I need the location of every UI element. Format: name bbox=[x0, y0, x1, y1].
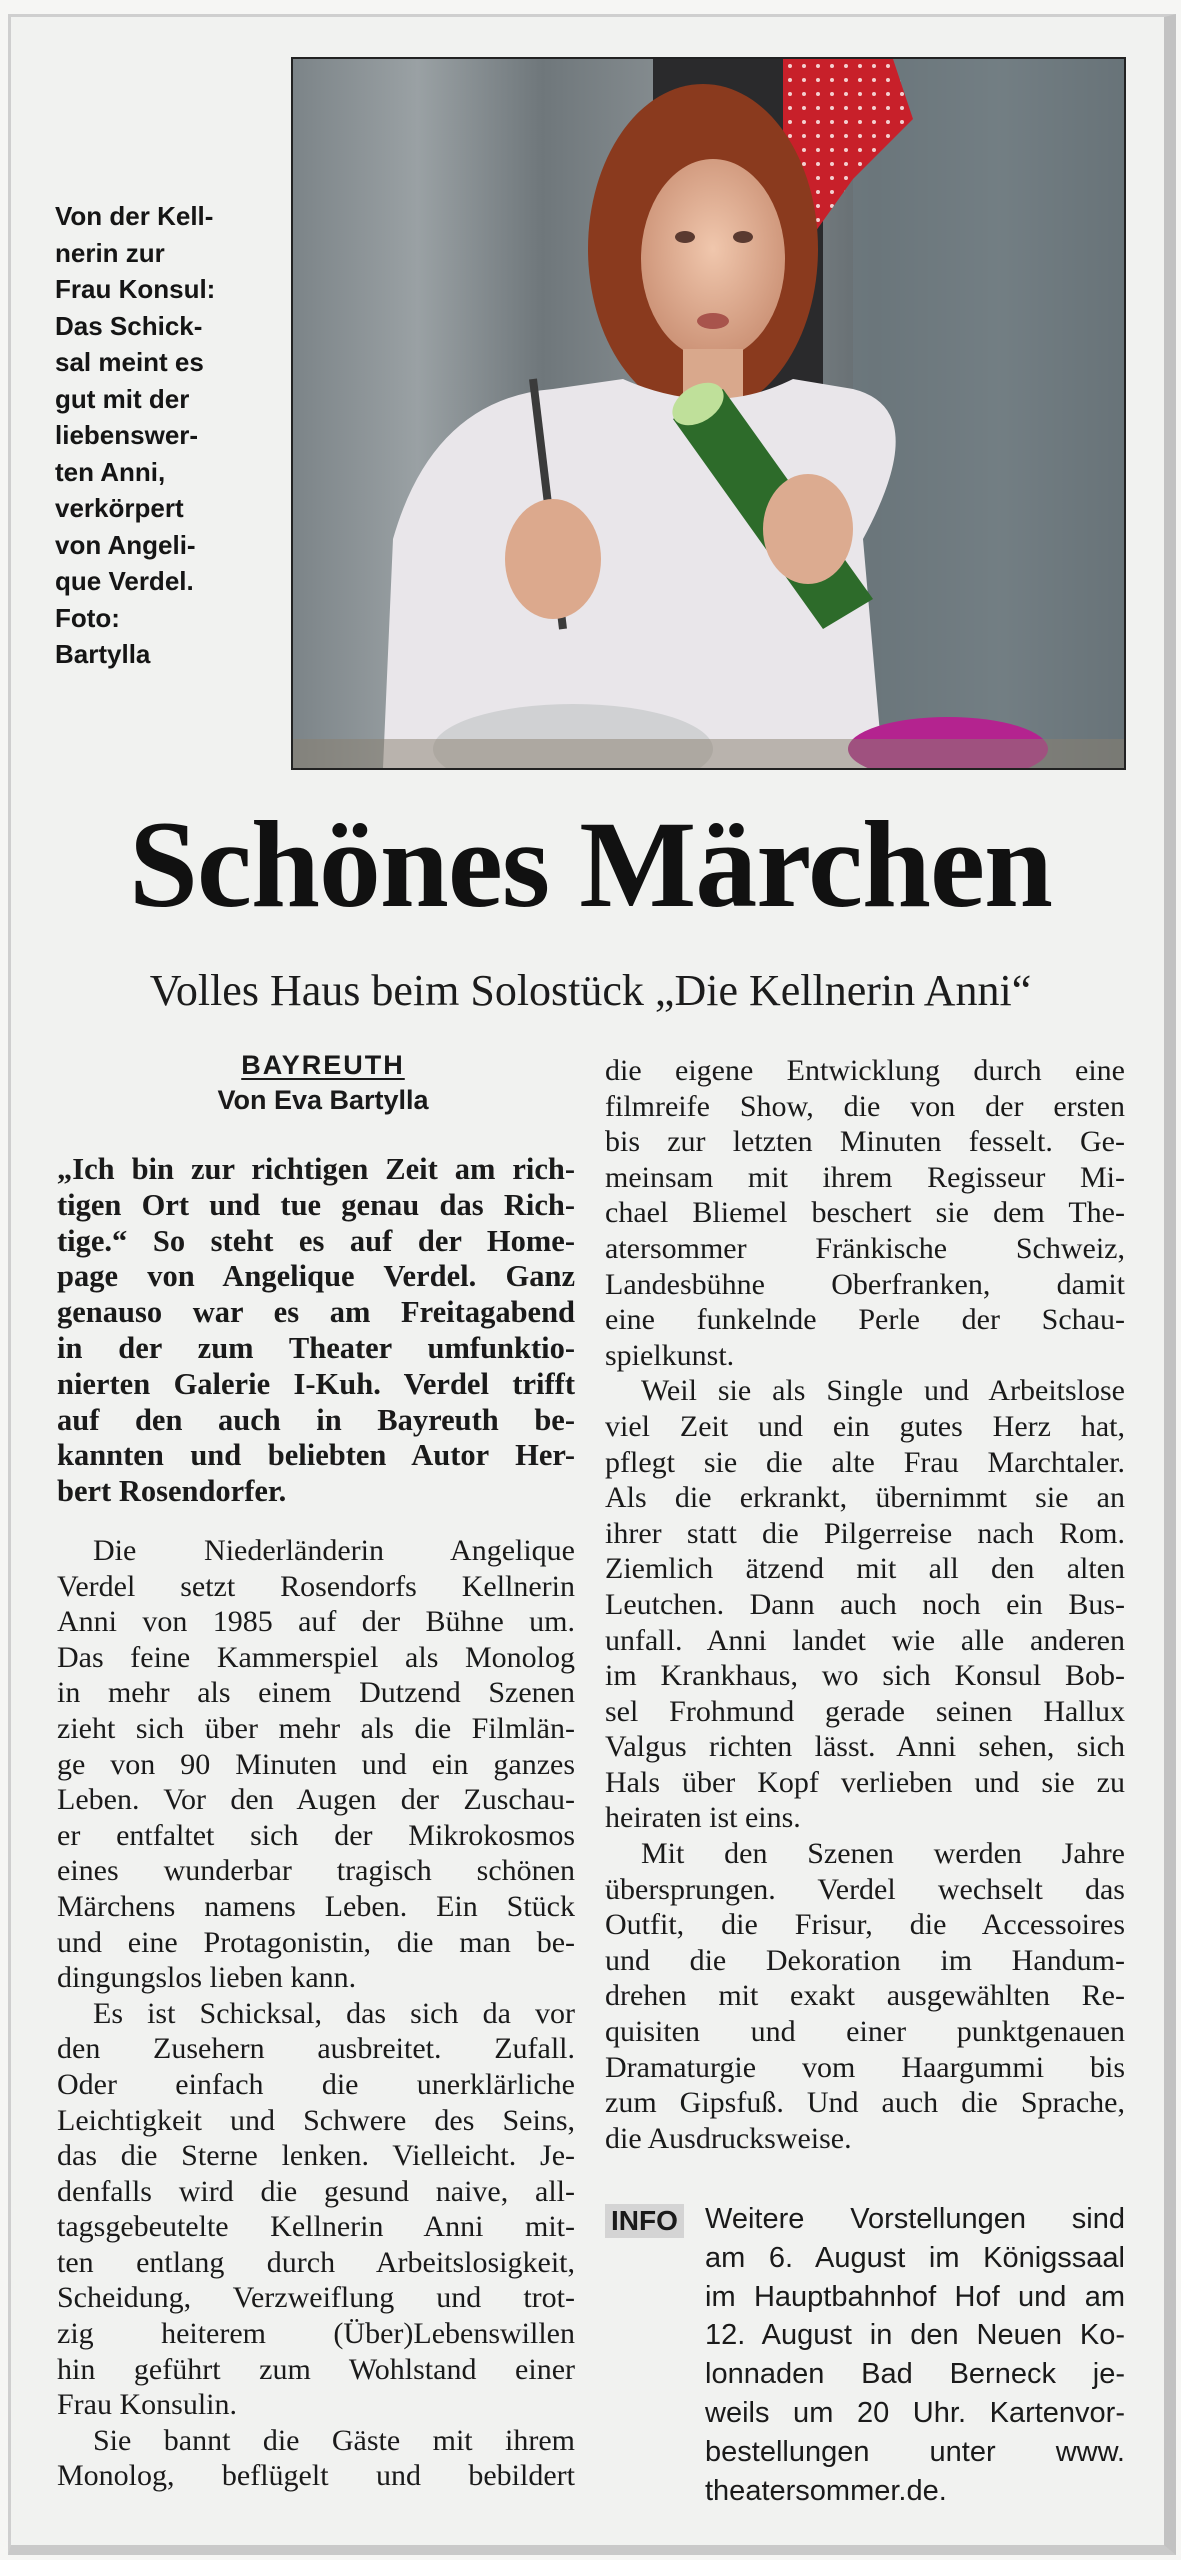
info-box bbox=[605, 2200, 1125, 2510]
text-line: weils um 20 Uhr. Kartenvor- bbox=[705, 2396, 1125, 2429]
text-line: „Ich bin zur richtigen Zeit am rich- bbox=[57, 1152, 575, 1186]
text-line: im Hauptbahnhof Hof und am bbox=[705, 2280, 1125, 2313]
paragraph bbox=[605, 1053, 1125, 1373]
text-line: im Krankhaus, wo sich Konsul Bob- bbox=[605, 1659, 1125, 1693]
text-line: Es ist Schicksal, das sich da vor bbox=[93, 1996, 575, 2030]
caption-line: nerin zur bbox=[55, 237, 165, 268]
text-line: ten entlang durch Arbeitslosigkeit, bbox=[57, 2245, 575, 2279]
text-line: filmreife Show, die von der ersten bbox=[605, 1089, 1125, 1123]
text-line: Hals über Kopf verlieben und sie zu bbox=[605, 1765, 1125, 1799]
text-line: lonnaden Bad Berneck je- bbox=[705, 2358, 1125, 2391]
caption-line: Das Schick- bbox=[55, 310, 203, 341]
text-line: Anni von 1985 auf der Bühne um. bbox=[57, 1605, 575, 1639]
text-line: Märchens namens Leben. Ein Stück bbox=[57, 1889, 575, 1923]
text-line: page von Angelique Verdel. Ganz bbox=[57, 1259, 575, 1294]
text-line: bert Rosendorfer. bbox=[57, 1474, 287, 1509]
text-line: zig heiterem (Über)Lebenswillen bbox=[57, 2317, 575, 2351]
text-line: pflegt sie die alte Frau Marchtaler. bbox=[605, 1445, 1125, 1479]
headline: Schönes Märchen bbox=[128, 796, 1053, 933]
text-line: theatersommer.de. bbox=[705, 2474, 947, 2507]
text-line: in mehr als einem Dutzend Szenen bbox=[57, 1676, 575, 1710]
text-line: in der zum Theater umfunktio- bbox=[57, 1330, 575, 1365]
text-line: er entfaltet sich der Mikrokosmos bbox=[57, 1818, 575, 1852]
text-line: Monolog, beflügelt und bebildert bbox=[57, 2459, 575, 2493]
text-line: bestellungen unter www. bbox=[705, 2435, 1125, 2468]
lead-paragraph bbox=[57, 1152, 575, 1510]
text-line: bis zur letzten Minuten fesselt. Ge- bbox=[605, 1125, 1125, 1159]
text-line: Mit den Szenen werden Jahre bbox=[641, 1837, 1125, 1871]
text-line: zieht sich über mehr als die Filmlän- bbox=[57, 1711, 575, 1745]
dateline: BAYREUTH bbox=[241, 1050, 405, 1080]
paragraph bbox=[605, 1836, 1125, 2156]
info-text bbox=[705, 2200, 1125, 2510]
text-line: viel Zeit und ein gutes Herz hat, bbox=[605, 1409, 1125, 1443]
text-line: quisiten und einer punktgenauen bbox=[605, 2015, 1125, 2049]
text-line: kannten und beliebten Autor Her- bbox=[57, 1438, 575, 1473]
text-line: Scheidung, Verzweiflung und trot- bbox=[57, 2281, 575, 2315]
caption-line: Bartylla bbox=[55, 639, 151, 669]
text-line: Leben. Vor den Augen der Zuschau- bbox=[57, 1783, 575, 1817]
caption-line: que Verdel. bbox=[55, 566, 194, 596]
text-line: Weil sie als Single und Arbeitslose bbox=[641, 1374, 1125, 1408]
text-line: Als die erkrankt, übernimmt sie an bbox=[605, 1481, 1125, 1515]
text-line: sel Frohmund gerade seinen Hallux bbox=[605, 1694, 1125, 1728]
text-line: den Zusehern ausbreitet. Zufall. bbox=[57, 2032, 575, 2066]
paragraph bbox=[57, 1996, 575, 2423]
text-line: tagsgebeutelte Kellnerin Anni mit- bbox=[57, 2210, 575, 2244]
text-line: die eigene Entwicklung durch eine bbox=[605, 1054, 1125, 1087]
text-line: am 6. August im Königssaal bbox=[705, 2241, 1125, 2274]
text-line: eines wunderbar tragisch schönen bbox=[57, 1854, 575, 1888]
text-line: unfall. Anni landet wie alle anderen bbox=[605, 1623, 1125, 1657]
photo-caption bbox=[55, 198, 235, 673]
caption-line: liebenswer- bbox=[55, 420, 199, 450]
photo-actress-with-cucumber bbox=[293, 59, 1124, 768]
text-line: Oder einfach die unerklärliche bbox=[57, 2067, 575, 2101]
article-photo bbox=[291, 57, 1126, 770]
text-line: 12. August in den Neuen Ko- bbox=[705, 2319, 1125, 2352]
text-line: dingungslos lieben kann. bbox=[57, 1961, 357, 1995]
caption-line: Von der Kell- bbox=[55, 201, 214, 231]
text-line: zum Gipsfuß. Und auch die Sprache, bbox=[605, 2086, 1125, 2120]
text-line: atersommer Fränkische Schweiz, bbox=[605, 1231, 1125, 1265]
text-line: chael Bliemel beschert sie dem The- bbox=[605, 1196, 1125, 1230]
text-line: Dramaturgie vom Haargummi bis bbox=[605, 2050, 1125, 2084]
text-line: Sie bannt die Gäste mit ihrem bbox=[93, 2423, 575, 2457]
paragraph bbox=[705, 2200, 1125, 2510]
text-line: eine funkelnde Perle der Schau- bbox=[605, 1303, 1125, 1337]
text-line: ihrer statt die Pilgerreise nach Rom. bbox=[605, 1516, 1125, 1550]
paragraph bbox=[57, 1533, 575, 1996]
paragraph bbox=[57, 1152, 575, 1510]
text-line: übersprungen. Verdel wechselt das bbox=[605, 1872, 1125, 1906]
paragraph bbox=[57, 2423, 575, 2494]
text-line: drehen mit exakt ausgewählten Re- bbox=[605, 1979, 1125, 2013]
text-line: spielkunst. bbox=[605, 1338, 735, 1372]
caption-line: gut mit der bbox=[55, 383, 190, 414]
subheadline: Volles Haus beim Solostück „Die Kellnerin Anni“ bbox=[149, 966, 1032, 1015]
text-line: genauso war es am Freitagabend bbox=[57, 1295, 575, 1330]
text-line: heiraten ist eins. bbox=[605, 1801, 801, 1835]
byline: Von Eva Bartylla bbox=[217, 1085, 429, 1115]
caption-line: verkörpert bbox=[55, 493, 184, 523]
text-line: Die Niederländerin Angelique bbox=[93, 1534, 575, 1567]
text-line: das die Sterne lenken. Vielleicht. Je- bbox=[57, 2139, 575, 2173]
paragraph bbox=[605, 1373, 1125, 1836]
text-line: die Ausdrucksweise. bbox=[605, 2121, 852, 2155]
text-line: Frau Konsulin. bbox=[57, 2388, 237, 2422]
text-line: tige.“ So steht es auf der Home- bbox=[57, 1223, 575, 1258]
text-line: und eine Protagonistin, die man be- bbox=[57, 1925, 575, 1959]
caption-line: Foto: bbox=[55, 602, 120, 633]
text-line: meinsam mit ihrem Regisseur Mi- bbox=[605, 1160, 1125, 1194]
text-line: tigen Ort und tue genau das Rich- bbox=[57, 1187, 575, 1222]
text-line: Weitere Vorstellungen sind bbox=[705, 2203, 1125, 2235]
text-line: Das feine Kammerspiel als Monolog bbox=[57, 1640, 575, 1674]
text-line: Leutchen. Dann auch noch ein Bus- bbox=[605, 1587, 1125, 1621]
text-line: Valgus richten lässt. Anni sehen, sich bbox=[605, 1730, 1125, 1764]
text-line: Verdel setzt Rosendorfs Kellnerin bbox=[57, 1569, 575, 1603]
text-line: und die Dekoration im Handum- bbox=[605, 1943, 1125, 1977]
caption-line: sal meint es bbox=[55, 347, 204, 377]
caption-line: von Angeli- bbox=[55, 529, 196, 560]
caption-line: Frau Konsul: bbox=[55, 274, 216, 304]
text-line: nierten Galerie I-Kuh. Verdel trifft bbox=[57, 1366, 575, 1401]
text-line: hin geführt zum Wohlstand einer bbox=[57, 2352, 575, 2386]
text-line: denfalls wird die gesund naive, all- bbox=[57, 2174, 575, 2208]
text-line: Ziemlich ätzend mit all den alten bbox=[605, 1552, 1125, 1586]
text-line: auf den auch in Bayreuth be- bbox=[57, 1402, 575, 1437]
body-column-right bbox=[605, 1053, 1125, 2156]
text-line: ge von 90 Minuten und ein ganzes bbox=[57, 1747, 575, 1781]
caption-line: ten Anni, bbox=[55, 456, 166, 487]
body-column-left bbox=[57, 1533, 575, 2494]
text-line: Outfit, die Frisur, die Accessoires bbox=[605, 1908, 1125, 1942]
text-line: Leichtigkeit und Schwere des Seins, bbox=[57, 2103, 575, 2137]
text-line: Landesbühne Oberfranken, damit bbox=[605, 1267, 1125, 1301]
info-label: INFO bbox=[605, 2204, 684, 2238]
